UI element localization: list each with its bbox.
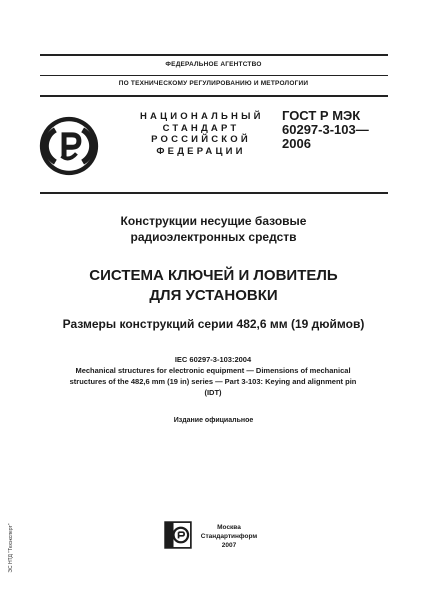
publisher-year: 2007 [221,542,237,549]
main-title-line-1: СИСТЕМА КЛЮЧЕЙ И ЛОВИТЕЛЬ [89,267,338,284]
gost-r-logo-icon [38,115,100,177]
iec-line-3: structures of the 482,6 mm (19 in) series — Part 3-103: Keying and alignment pin [69,377,357,386]
national-standard-block [140,111,262,157]
gost-number-block [282,109,369,151]
main-title [0,266,427,306]
iec-reference [48,354,378,398]
gost-line-1: ГОСТ Р МЭК [282,108,361,123]
header-bottom-rule [40,192,388,194]
gost-line-2: 60297-3-103— [282,122,369,137]
iec-line-2: Mechanical structures for electronic equipment — Dimensions of mechanical [75,366,351,375]
edition-label: Издание официальное [173,417,254,424]
subtitle: Размеры конструкций серии 482,6 мм (19 дюймов) [62,317,365,331]
national-standard-line-4: ФЕДЕРАЦИИ [156,145,246,157]
top-rule [40,54,388,56]
agency-line-2: ПО ТЕХНИЧЕСКОМУ РЕГУЛИРОВАНИЮ И МЕТРОЛОГИИ [118,80,309,87]
subject-line-2: радиоэлектронных средств [130,230,297,244]
subject-title [0,213,427,245]
standartinform-logo-icon [164,521,192,549]
publisher-name: Стандартинформ [200,533,258,540]
main-title-line-2: ДЛЯ УСТАНОВКИ [149,287,278,304]
publisher-city: Москва [217,524,241,531]
iec-line-4: (IDT) [204,388,222,397]
iec-line-1: IEC 60297-3-103:2004 [174,355,252,364]
agency-line-1: ФЕДЕРАЛЬНОЕ АГЕНТСТВО [165,61,262,68]
subject-line-1: Конструкции несущие базовые [120,214,307,228]
national-standard-line-3: РОССИЙСКОЙ [151,134,251,145]
publisher-block [199,523,259,550]
side-watermark: ЭС НТД "Техэксперт" [8,523,14,573]
agency-divider [40,75,388,76]
gost-line-3: 2006 [282,136,311,151]
national-standard-line-2: СТАНДАРТ [162,122,240,134]
national-standard-line-1: НАЦИОНАЛЬНЫЙ [140,111,264,122]
header-rule [40,95,388,97]
